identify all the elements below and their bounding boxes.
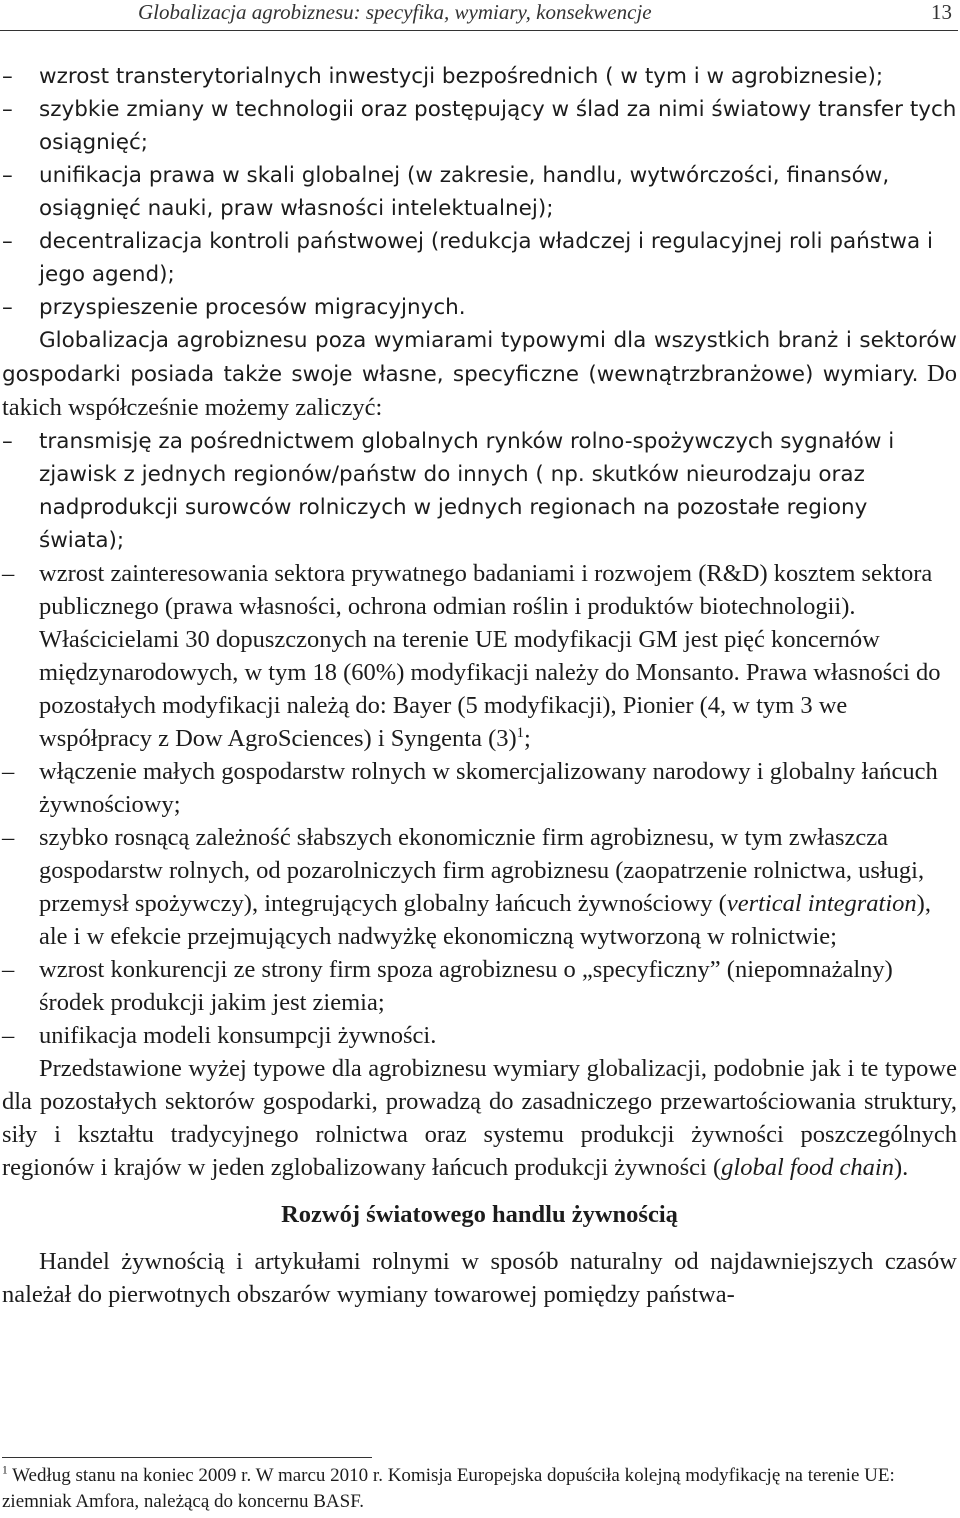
list-item <box>2 1019 957 1052</box>
list-item <box>2 953 957 1019</box>
dash-bullet: – <box>2 758 15 785</box>
list-item <box>2 557 957 755</box>
dash-bullet: – <box>2 64 13 89</box>
paragraph-intro-text: Globalizacja agrobiznesu poza wymiarami typowymi dla wszystkich branż i sektorów gospodarki posiada także swoje własne, specyficzne (wewnątrzbranżowe) wymiary. <box>2 328 957 387</box>
footnote-divider <box>2 1457 372 1458</box>
footnote-marker: 1 <box>2 1464 8 1477</box>
body-text <box>2 60 957 1311</box>
list-item-text: wzrost konkurencji ze strony firm spoza agrobiznesu o „specyficzny” (niepomnażalny) środek produkcji jakim jest ziemia; <box>39 956 893 1016</box>
dash-bullet: – <box>2 1022 15 1049</box>
dash-bullet: – <box>2 956 15 983</box>
footnote-text: Według stanu na koniec 2009 r. W marcu 2010 r. Komisja Europejska dopuściła kolejną modyfikację na terenie UE: ziemniak Amfora, należącą do koncernu BASF. <box>2 1465 895 1512</box>
dash-bullet: – <box>2 229 13 254</box>
list-item-text: unifikacja prawa w skali globalnej (w zakresie, handlu, wytwórczości, finansów, osiągnięć nauki, praw własności intelektualnej); <box>39 163 890 221</box>
list-item-text: decentralizacja kontroli państwowej (redukcja władczej i regulacyjnej roli państwa i jego agend); <box>39 229 933 287</box>
list-item <box>2 60 957 93</box>
running-header-title: Globalizacja agrobiznesu: specyfika, wymiary, konsekwencje <box>138 0 652 24</box>
dash-bullet: – <box>2 429 13 454</box>
list-item <box>2 225 957 291</box>
list-item-end: ; <box>523 725 531 752</box>
list-item <box>2 93 957 159</box>
list-item-text: unifikacja modeli konsumpcji żywności. <box>39 1022 437 1049</box>
paragraph-summary-end: ). <box>894 1154 909 1181</box>
footnote-reference: 1 <box>516 724 524 741</box>
paragraph-intro-continuation: Do takich współcześnie możemy zaliczyć: <box>2 360 957 421</box>
section-heading: Rozwój światowego handlu żywnością <box>281 1201 678 1228</box>
list-item-text: szybko rosnącą zależność słabszych ekonomicznie firm agrobiznesu, w tym zwłaszcza gospodarstw rolnych, od pozarolniczych firm agrobiznesu (zaopatrzenie rolnictwa, usługi, przemysł spożywczy), integrujących globalny łańcuch żywnościowy ( <box>39 824 925 917</box>
dash-bullet: – <box>2 560 15 587</box>
dash-bullet: – <box>2 824 15 851</box>
list-item-text-continuation: Właścicielami 30 dopuszczonych na terenie UE modyfikacji GM jest pięć koncernów międzynarodowych, w tym 18 (60%) modyfikacji należy do Monsanto. Prawa własności do pozostałych modyfikacji należą do: Bayer (5 modyfikacji), Pionier (4, w tym 3 we współpracy z Dow AgroSciences) i Syngenta (3) <box>39 626 941 752</box>
list-item-text: wzrost transterytorialnych inwestycji bezpośrednich ( w tym i w agrobiznesie); <box>39 64 884 89</box>
list-item-text: szybkie zmiany w technologii oraz postępujący w ślad za nimi światowy transfer tych osiągnięć; <box>39 97 957 155</box>
dash-bullet: – <box>2 97 13 122</box>
paragraph-summary-text: Przedstawione wyżej typowe dla agrobiznesu wymiary globalizacji, podobnie jak i te typowe dla pozostałych sektorów gospodarki, prowadzą do zasadniczego przewartościowania struktury, siły i kształtu tradycyjnego rolnictwa oraz systemu produkcji żywności poszczególnych regionów i krajów w jeden zglobalizowany łańcuch produkcji żywności ( <box>2 1055 957 1181</box>
list-item-text: przyspieszenie procesów migracyjnych. <box>39 295 466 320</box>
footnote <box>2 1463 957 1515</box>
italic-term: global food chain <box>721 1154 894 1181</box>
running-header <box>0 0 958 31</box>
paragraph-intro <box>2 324 957 425</box>
italic-term: vertical integration <box>726 890 917 917</box>
page-number: 13 <box>931 0 952 24</box>
list-item <box>2 291 957 324</box>
list-item-text-continuation: ), ale i w efekcie przejmujących nadwyżkę ekonomiczną wytworzoną w rolnictwie; <box>39 890 931 950</box>
dash-bullet: – <box>2 295 13 320</box>
paragraph-summary <box>2 1052 957 1184</box>
paragraph-section: Handel żywnością i artykułami rolnymi w sposób naturalny od najdawniejszych czasów należał do pierwotnych obszarów wymiany towarowej pomiędzy państwa- <box>2 1248 957 1308</box>
list-item <box>2 425 957 557</box>
list-item-text: wzrost zainteresowania sektora prywatnego badaniami i rozwojem (R&D) kosztem sektora publicznego (prawa własności, ochrona odmian roślin i produktów biotechnologii). <box>39 560 933 620</box>
list-item-text: transmisję za pośrednictwem globalnych rynków rolno-spożywczych sygnałów i zjawisk z jednych regionów/państw do innych ( np. skutków nieurodzaju oraz nadprodukcji surowców rolniczych w jednych regionach na pozostałe regiony świata); <box>39 429 895 553</box>
dash-bullet: – <box>2 163 13 188</box>
list-item <box>2 159 957 225</box>
list-item <box>2 821 957 953</box>
list-item-text: włączenie małych gospodarstw rolnych w skomercjalizowany narodowy i globalny łańcuch żywnościowy; <box>39 758 938 818</box>
list-item <box>2 755 957 821</box>
